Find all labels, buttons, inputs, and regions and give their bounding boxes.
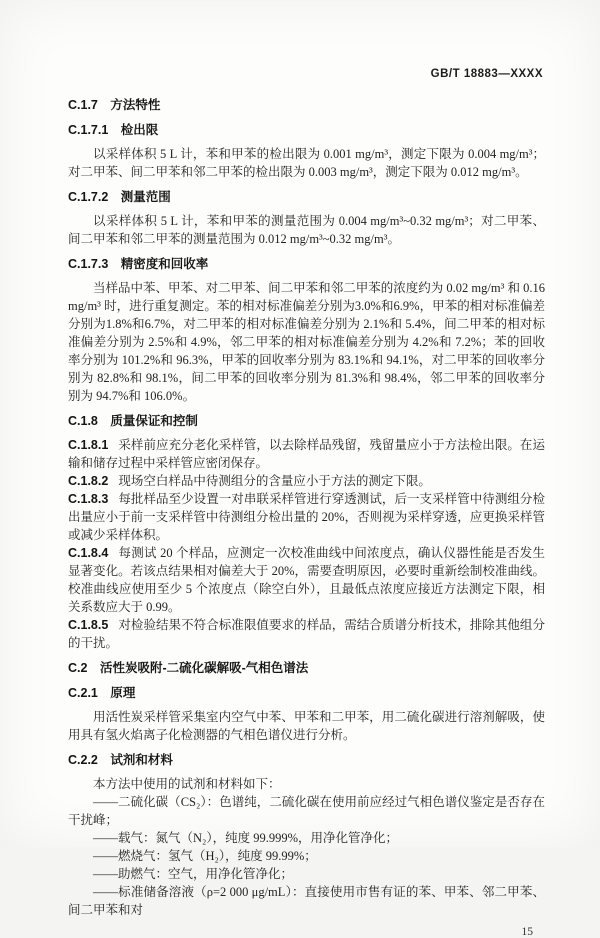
paragraph-measurement-range: 以采样体积 5 L 计，苯和甲苯的测量范围为 0.004 mg/m³~0.32 mg/m³；对二甲苯、间二甲苯和邻二甲苯的测量范围为 0.012 mg/m³~0.32 mg/m³。: [68, 214, 545, 246]
clause-c-1-8-1: [68, 436, 545, 472]
clause-number: C.1.8.3: [68, 492, 109, 506]
heading-c-1-7-2: C.1.7.2 测量范围: [68, 190, 171, 204]
list-item-carrier-gas: ——载气：氮气（N₂），纯度 99.999%，用净化管净化；: [93, 831, 399, 845]
heading-c-1-7: C.1.7 方法特性: [68, 98, 161, 112]
list-item-fuel-gas: ——燃烧气：氢气（H₂），纯度 99.99%；: [93, 849, 317, 863]
clause-text: 每批样品至少设置一对串联采样管进行穿透测试，后一支采样管中待测组分检出量应小于前一支采样管中待测组分检出量的 20%，否则视为采样穿透，应更换采样管或减少采样体积。: [68, 492, 545, 542]
paragraph-detection-limit: 以采样体积 5 L 计，苯和甲苯的检出限为 0.001 mg/m³，测定下限为 0.004 mg/m³；对二甲苯、间二甲苯和邻二甲苯的检出限为 0.003 mg/m³，测定下限为 0.012 mg/m³。: [68, 147, 545, 179]
heading-c-1-8: C.1.8 质量保证和控制: [68, 414, 198, 428]
clause-text: 每测试 20 个样品，应测定一次校准曲线中间浓度点，确认仪器性能是否发生显著变化。若该点结果相对偏差大于 20%，需要查明原因，必要时重新绘制校准曲线。校准曲线应使用至少 5 个浓度点（除空白外），且最低点浓度应接近方法测定下限，相关系数应大于 0.99。: [68, 546, 545, 614]
paragraph-principle: 用活性炭采样管采集室内空气中苯、甲苯和二甲苯，用二硫化碳进行溶剂解吸，使用具有氢火焰离子化检测器的气相色谱仪进行分析。: [68, 710, 545, 742]
paragraph-reagents-intro: 本方法中使用的试剂和材料如下：: [93, 777, 281, 791]
heading-c-1-7-1: C.1.7.1 检出限: [68, 123, 159, 137]
clause-c-1-8-3: [68, 490, 545, 544]
clause-number: C.1.8.1: [68, 438, 109, 452]
clause-text: 现场空白样品中待测组分的含量应小于方法的测定下限。: [118, 474, 431, 488]
standard-number-header: GB/T 18883—XXXX: [430, 68, 543, 80]
paragraph-precision-recovery: 当样品中苯、甲苯、对二甲苯、间二甲苯和邻二甲苯的浓度约为 0.02 mg/m³ 和 0.16 mg/m³ 时，进行重复测定。苯的相对标准偏差分别为3.0%和6.9%，甲苯的相对标准偏差分别为1.8%和6.7%，对二甲苯的相对标准偏差分别为 2.1%和 5.4%，间二甲苯的相对标准偏差分别为 2.5%和 4.9%，邻二甲苯的相对标准偏差分别为 4.2%和 7.2%；苯的回收率分别为 101.2%和 96.3%，甲苯的回收率分别为 83.1%和 94.1%，对二甲苯的回收率分别为 82.8%和 98.1%，间二甲苯的回收率分别为 81.3%和 98.4%，邻二甲苯的回收率分别为 94.7%和 106.0%。: [68, 281, 545, 403]
list-item-combustion-air: ——助燃气：空气，用净化管净化；: [93, 867, 294, 881]
clause-number: C.1.8.4: [68, 546, 109, 560]
clause-text: 采样前应充分老化采样管，以去除样品残留，残留量应小于方法检出限。在运输和储存过程中采样管应密闭保存。: [68, 438, 545, 470]
heading-c-2-1: C.2.1 原理: [68, 686, 136, 700]
heading-c-2: C.2 活性炭吸附-二硫化碳解吸-气相色谱法: [68, 661, 309, 675]
clause-c-1-8-4: [68, 544, 545, 616]
list-item-cs2: ——二硫化碳（CS₂）：色谱纯，二硫化碳在使用前应经过气相色谱仪鉴定是否存在干扰峰；: [68, 795, 545, 827]
clause-text: 对检验结果不符合标准限值要求的样品，需结合质谱分析技术，排除其他组分的干扰。: [68, 618, 545, 650]
heading-c-1-7-3: C.1.7.3 精密度和回收率: [68, 257, 209, 271]
clause-number: C.1.8.5: [68, 618, 109, 632]
clause-number: C.1.8.2: [68, 474, 109, 488]
list-item-standard-solution: ——标准储备溶液（ρ=2 000 μg/mL）：直接使用市售有证的苯、甲苯、邻二甲苯、间二甲苯和对: [68, 885, 545, 917]
heading-c-2-2: C.2.2 试剂和材料: [68, 753, 173, 767]
clause-c-1-8-5: [68, 616, 545, 652]
page-number: 15: [521, 926, 533, 938]
clause-c-1-8-2: [68, 472, 545, 490]
